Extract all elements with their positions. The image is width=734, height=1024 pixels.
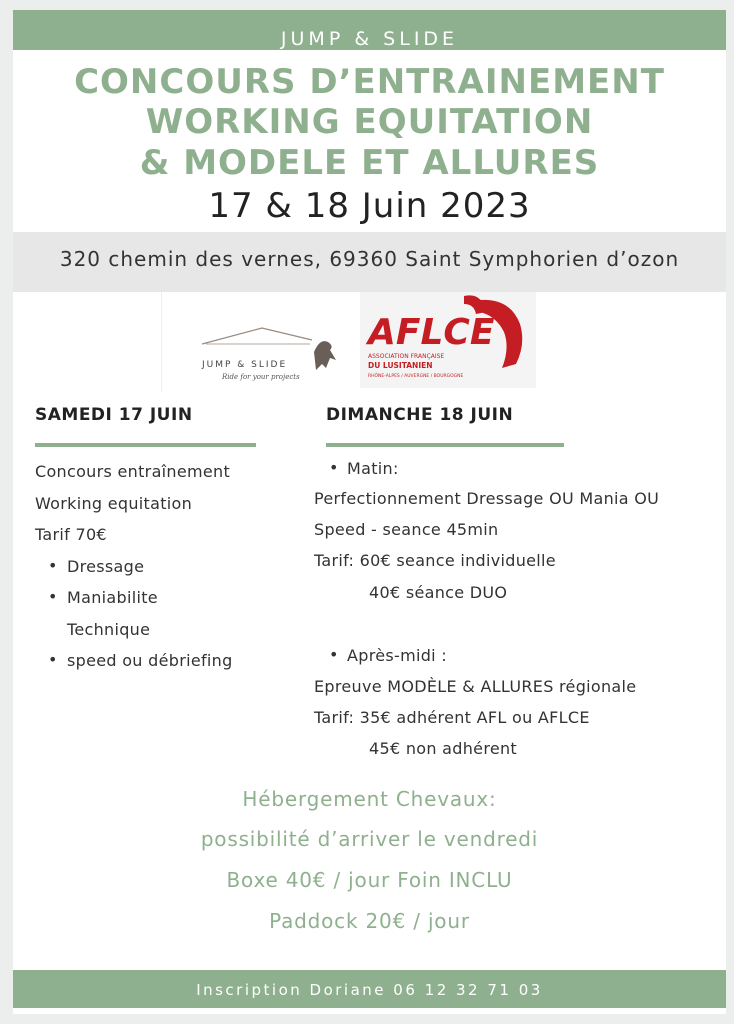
saturday-item-speed: speed ou débriefing: [67, 651, 233, 670]
flyer-card: [13, 10, 726, 1014]
jump-slide-logo-name: JUMP & SLIDE: [202, 360, 288, 370]
saturday-divider: [35, 443, 256, 447]
saturday-line-1: Concours entraînement: [35, 462, 231, 481]
jump-slide-logo: [161, 292, 351, 392]
sunday-afternoon-line-1: Epreuve MODÈLE & ALLURES régionale: [314, 677, 637, 696]
sunday-divider: [326, 443, 564, 447]
brand-name: JUMP & SLIDE: [280, 28, 459, 50]
event-title-line-1: CONCOURS D’ENTRAINEMENT: [74, 62, 665, 102]
event-title-line-2: WORKING EQUITATION: [145, 102, 594, 142]
aflce-logo-graphic: [360, 292, 536, 388]
sunday-morning-price-1: Tarif: 60€ seance individuelle: [314, 551, 556, 570]
saturday-item-technique: Technique: [67, 620, 151, 639]
bullet-icon: •: [329, 645, 339, 664]
bullet-icon: •: [329, 458, 339, 477]
bullet-icon: •: [48, 650, 58, 669]
sunday-morning-line-1: Perfectionnement Dressage OU Mania OU: [314, 489, 660, 508]
saturday-item-dressage: Dressage: [67, 557, 145, 576]
lodging-heading: Hébergement Chevaux:: [242, 787, 497, 811]
address-banner: [13, 232, 726, 292]
lodging-arrival: possibilité d’arriver le vendredi: [200, 827, 539, 851]
saturday-price: Tarif 70€: [35, 525, 107, 544]
saturday-line-2: Working equitation: [35, 494, 193, 513]
sunday-afternoon-label: Après-midi :: [347, 646, 447, 665]
sunday-morning-label: Matin:: [347, 459, 399, 478]
sunday-heading: DIMANCHE 18 JUIN: [326, 405, 514, 425]
event-title-line-3: & MODELE ET ALLURES: [139, 143, 600, 183]
event-address: 320 chemin des vernes, 69360 Saint Symphorien d’ozon: [59, 247, 680, 271]
aflce-logo-line1: ASSOCIATION FRANÇAISE: [368, 353, 445, 360]
registration-contact: Inscription Doriane 06 12 32 71 03: [196, 981, 543, 999]
saturday-heading: SAMEDI 17 JUIN: [35, 405, 193, 425]
jump-slide-logo-graphic: [162, 292, 352, 392]
aflce-logo: [360, 292, 536, 388]
lodging-boxe-price: Boxe 40€ / jour Foin INCLU: [226, 868, 513, 892]
bullet-icon: •: [48, 556, 58, 575]
aflce-logo-line3: RHÔNE-ALPES / AUVERGNE / BOURGOGNE: [368, 374, 464, 379]
sunday-afternoon-price-1: Tarif: 35€ adhérent AFL ou AFLCE: [314, 708, 590, 727]
event-date: 17 & 18 Juin 2023: [208, 186, 531, 226]
sunday-afternoon-price-2: 45€ non adhérent: [369, 739, 518, 758]
sunday-morning-price-2: 40€ séance DUO: [369, 583, 508, 602]
aflce-logo-line2: DU LUSITANIEN: [368, 361, 433, 370]
registration-banner: [13, 970, 726, 1008]
lodging-paddock-price: Paddock 20€ / jour: [269, 909, 470, 933]
aflce-logo-letters: AFLCE: [368, 312, 495, 353]
jump-slide-logo-tagline: Ride for your projects: [222, 373, 300, 381]
sunday-morning-line-2: Speed - seance 45min: [314, 520, 499, 539]
saturday-item-maniabilite: Maniabilite: [67, 588, 158, 607]
bullet-icon: •: [48, 587, 58, 606]
